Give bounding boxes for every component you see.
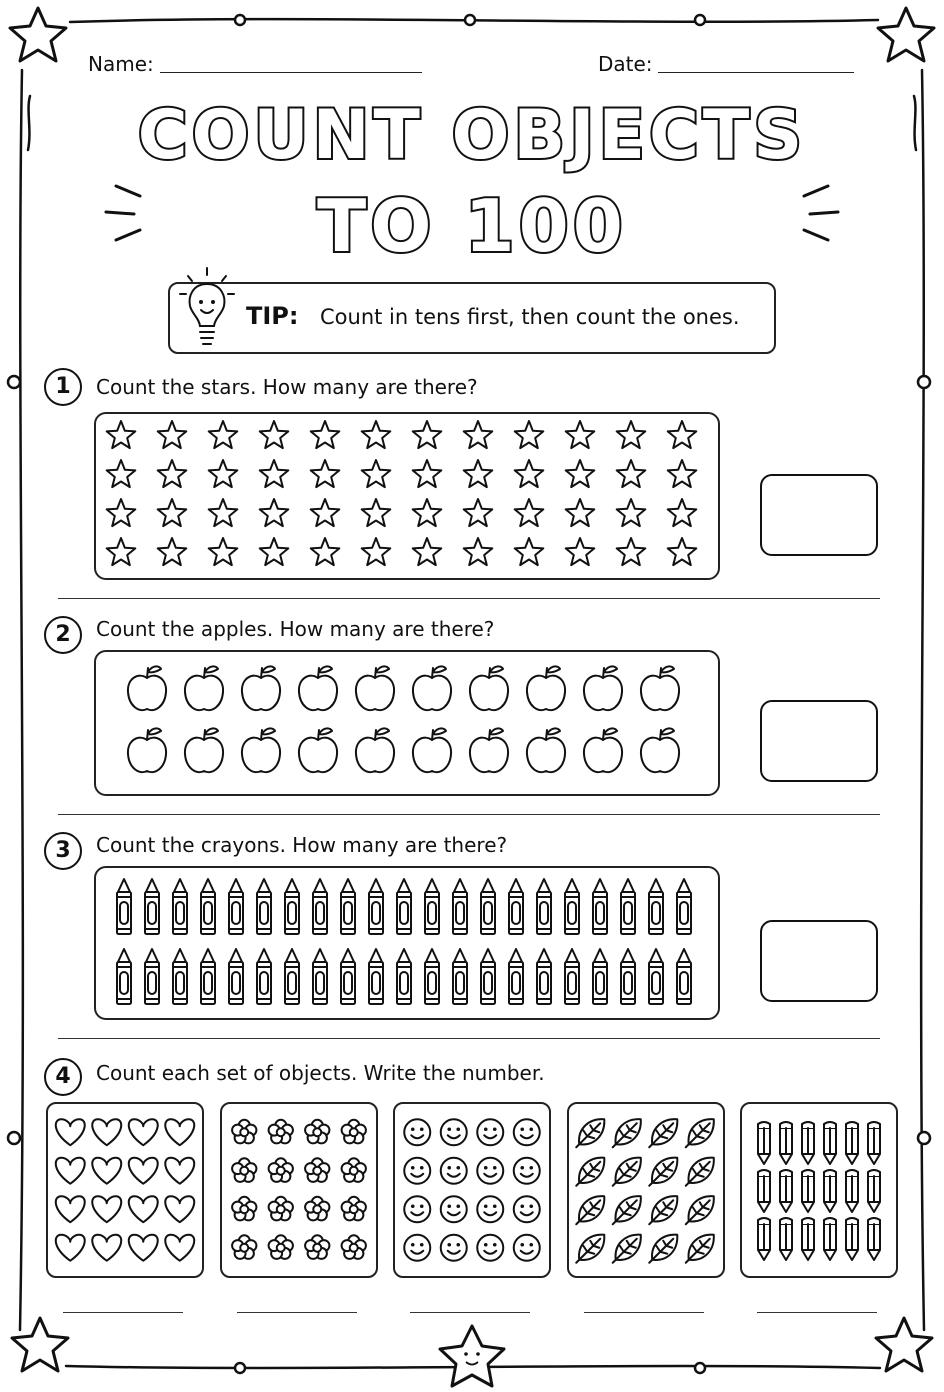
smiley-icon [477, 1196, 503, 1222]
leaf-icon [649, 1119, 677, 1147]
page-subtitle: TO 100 [317, 184, 627, 268]
date-label: Date: [598, 52, 653, 76]
question-2-prompt: Count the apples. How many are there? [96, 617, 495, 641]
flower-icon [232, 1235, 256, 1259]
flower-icon [342, 1158, 366, 1182]
pencil-icon [802, 1122, 814, 1164]
heart-icon [165, 1196, 194, 1222]
smiley-icon [441, 1235, 467, 1261]
pencil-icon [780, 1170, 792, 1212]
leaf-icon [613, 1158, 641, 1186]
leaf-icon [613, 1196, 641, 1224]
leaf-icon [649, 1235, 677, 1263]
flower-icon [342, 1120, 366, 1144]
smiley-icon [404, 1119, 430, 1145]
flower-icon [305, 1235, 329, 1259]
flower-icon [269, 1120, 293, 1144]
answer-line-pencils[interactable] [757, 1312, 877, 1313]
flower-icon [305, 1120, 329, 1144]
smiley-icon [514, 1235, 540, 1261]
flower-icon [342, 1197, 366, 1221]
pencil-icon [758, 1170, 770, 1212]
smiley-icon [404, 1196, 430, 1222]
heart-icon [129, 1119, 158, 1145]
heart-icon [56, 1196, 85, 1222]
pencil-icon [824, 1122, 836, 1164]
heart-icon [56, 1235, 85, 1261]
smiley-icon [477, 1119, 503, 1145]
pencil-icon [868, 1122, 880, 1164]
page-title: COUNT OBJECTS [137, 96, 807, 175]
leaf-icon [576, 1158, 604, 1186]
pencil-icon [846, 1218, 858, 1260]
answer-line-hearts[interactable] [63, 1312, 183, 1313]
smiley-icon [477, 1235, 503, 1261]
smiley-icon [404, 1158, 430, 1184]
answer-line-leaves[interactable] [584, 1312, 704, 1313]
pencil-icon [824, 1218, 836, 1260]
smiley-icon [441, 1119, 467, 1145]
flower-icon [232, 1158, 256, 1182]
pencil-icon [868, 1218, 880, 1260]
leaf-icon [686, 1158, 714, 1186]
pencil-icon [780, 1122, 792, 1164]
question-3-prompt: Count the crayons. How many are there? [96, 833, 508, 857]
question-2-number: 2 [44, 616, 82, 654]
question-3-number: 3 [44, 832, 82, 870]
leaf-icon [613, 1235, 641, 1263]
heart-icon [129, 1235, 158, 1261]
heart-icon [129, 1196, 158, 1222]
smiley-icon [514, 1196, 540, 1222]
question-4-prompt: Count each set of objects. Write the number. [96, 1061, 545, 1085]
flower-icon [305, 1158, 329, 1182]
question-4-number: 4 [44, 1058, 82, 1096]
heart-icon [56, 1119, 85, 1145]
question-1-number: 1 [44, 368, 82, 406]
tip-label: TIP: [246, 302, 299, 330]
pencil-icon [868, 1170, 880, 1212]
pencil-icon [824, 1170, 836, 1212]
smiley-icon [404, 1235, 430, 1261]
flower-icon [232, 1197, 256, 1221]
smiley-icon [514, 1119, 540, 1145]
question-1-prompt: Count the stars. How many are there? [96, 375, 478, 399]
pencil-icon [780, 1218, 792, 1260]
heart-icon [165, 1119, 194, 1145]
flower-icon [269, 1235, 293, 1259]
name-label: Name: [88, 52, 154, 76]
heart-icon [92, 1119, 121, 1145]
pencil-icon [846, 1170, 858, 1212]
heart-icon [92, 1196, 121, 1222]
pencil-icon [758, 1218, 770, 1260]
pencil-icon [846, 1122, 858, 1164]
heart-icon [129, 1158, 158, 1184]
leaf-icon [613, 1119, 641, 1147]
leaf-icon [576, 1235, 604, 1263]
heart-icon [92, 1158, 121, 1184]
leaf-icon [686, 1196, 714, 1224]
heart-icon [56, 1158, 85, 1184]
answer-line-smileys[interactable] [410, 1312, 530, 1313]
pencil-icon [802, 1218, 814, 1260]
flower-icon [342, 1235, 366, 1259]
heart-icon [92, 1235, 121, 1261]
leaf-icon [576, 1196, 604, 1224]
leaf-icon [576, 1119, 604, 1147]
flower-icon [305, 1197, 329, 1221]
answer-line-flowers[interactable] [237, 1312, 357, 1313]
heart-icon [165, 1158, 194, 1184]
leaf-icon [649, 1196, 677, 1224]
tip-text: Count in tens first, then count the ones. [320, 305, 740, 329]
smiley-icon [477, 1158, 503, 1184]
smiley-icon [441, 1196, 467, 1222]
smiley-icon [514, 1158, 540, 1184]
flower-icon [232, 1120, 256, 1144]
leaf-icon [686, 1119, 714, 1147]
leaf-icon [649, 1158, 677, 1186]
flower-icon [269, 1158, 293, 1182]
pencil-icon [802, 1170, 814, 1212]
flower-icon [269, 1197, 293, 1221]
leaf-icon [686, 1235, 714, 1263]
smiley-icon [441, 1158, 467, 1184]
pencil-icon [758, 1122, 770, 1164]
heart-icon [165, 1235, 194, 1261]
